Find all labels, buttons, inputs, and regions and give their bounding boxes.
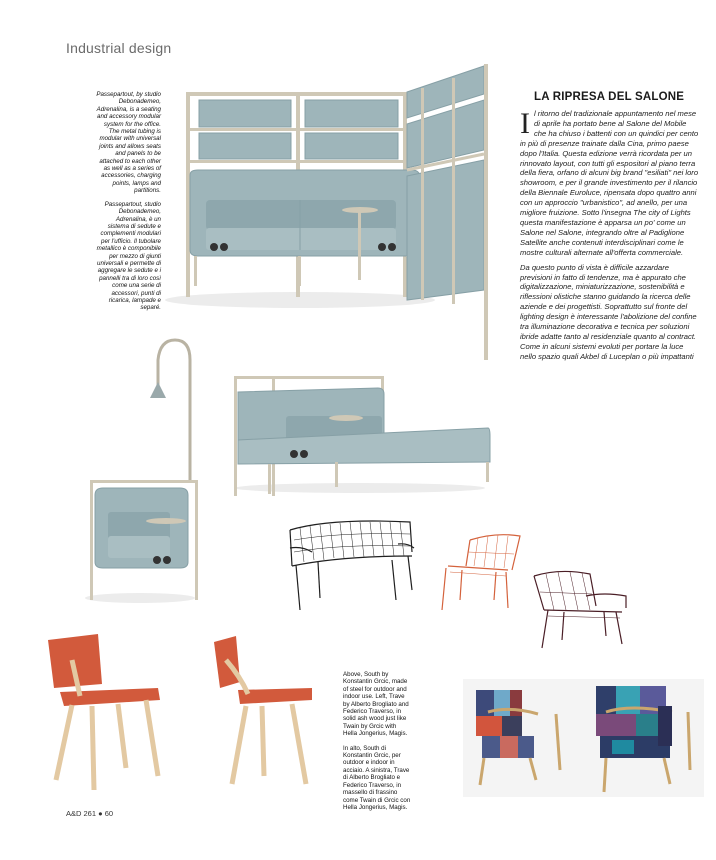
south-red-chair-image <box>442 535 520 610</box>
caption-south-it: In alto, South di Konstantin Grcic, per outdoor e indoor in acciaio. A sinistra, Trave di Alberto Brogliato e Federico Traverso, in massello di frassino come Twain di Grcic con Hella Jongerius, Magis. <box>343 744 411 811</box>
page-footer: A&D 261 ● 60 <box>66 809 114 818</box>
section-title: Industrial design <box>66 40 172 56</box>
trave-chair-image <box>48 634 160 790</box>
floor-lamp-image <box>150 340 190 480</box>
article-paragraph-2: Da questo punto di vista è difficile azzardare previsioni in fatto di tendenze, ma è appurato che digitalizzazione, miniaturizzazione, sostenibilità e riflessioni olistiche stanno guidando la ricerca delle aziende e dei progettisti. Soprattutto sul fronte del lighting design è interessante l'abolizione del confine tra illuminazione decorativa e tecnica per soluzioni ibride adatte tanto al residenziale quanto al contract. Come in alcuni sistemi evoluti per portare la luce nello spazio quali Akbel di Luceplan o più impattanti <box>520 262 697 361</box>
passepartout-sofa-image <box>234 376 490 496</box>
patchwork-armchairs-image <box>463 679 704 797</box>
drop-cap: I <box>520 107 530 140</box>
caption-passepartout-en: Passepartout, by studio Debonademeo, Adrenalina, is a seating and accessory modular system for the office. The metal tubing is modular with universal joints and allows seats and panels to be attached to each other as well as a series of accessories, charging points, lamps and partitions. <box>96 91 161 195</box>
passepartout-armchair-image <box>85 480 198 603</box>
article-heading: LA RIPRESA DEL SALONE <box>534 91 685 103</box>
passepartout-booth-image <box>165 64 488 360</box>
caption-passepartout-it: Passepartout, studio Debonademeo, Adrenalina, è un sistema di sedute e complementi modulari per l'ufficio. Il tubolare metallico è componibile per mezzo di giunti universali e permette di aggregare le sedute e i pannelli tra di loro così come una serie di accessori, punti di ricarica, lampade e separé. <box>96 200 161 312</box>
south-bench-image <box>290 521 414 610</box>
south-burgundy-chair-image <box>534 571 626 648</box>
caption-south-en: Above, South by Konstantin Grcic, made of steel for outdoor and indoor use. Left, Trave by Alberto Brogliato and Federico Traverso, in solid ash wood just like Twain by Grcic with Hella Jongerius, Magis. <box>343 671 409 738</box>
article-paragraph-1-text: l ritorno del tradizionale appuntamento nel mese di aprile ha portato bene al Salone del Mobile che ha chiuso i battenti con un quindici per cento in più di presenze trainate dalla Cina, primo paese dopo l'Italia. Questa edizione verrà ricordata per un rinnovato layout, con tutti gli espositori al piano terra della fiera, orfano di alcuni big brand "esiliati" nei loro showroom, e per il grande investimento per il rilancio della Biennale Euroluce, ripensata dopo quattro anni con un approccio "urbanistico", ad anello, per una migliore fruizione. Sotto l'insegna The city of Lights questa manifestazione è apparsa un po' come un Salone nel Salone, integrando oltre al Padiglione Satellite anche contenuti interdisciplinari come le mostre culturali alternate all'offerta commerciale. <box>520 109 699 257</box>
twain-chair-image <box>214 636 312 784</box>
